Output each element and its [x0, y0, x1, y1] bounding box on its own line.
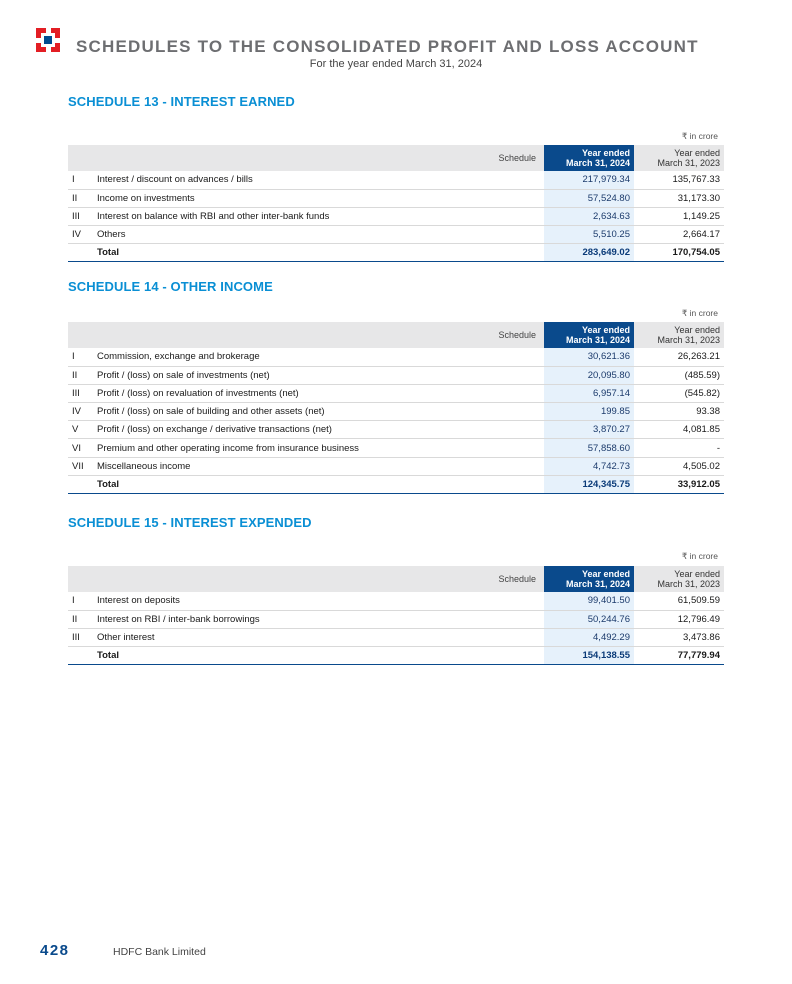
current-year-header: Year ended March 31, 2024 [544, 566, 634, 592]
table-row: I Interest / discount on advances / bills 217,979.34 135,767.33 [68, 171, 724, 189]
table-header-row [68, 145, 724, 171]
previous-year-header: Year ended March 31, 2023 [634, 145, 724, 171]
table-row: I Commission, exchange and brokerage 30,621.36 26,263.21 [68, 348, 724, 366]
schedule-13-unit: ₹ in crore [681, 131, 718, 141]
hdfc-logo-icon [36, 28, 60, 52]
total-row: Total 154,138.55 77,779.94 [68, 647, 724, 665]
schedule-14-title: SCHEDULE 14 - OTHER INCOME [68, 279, 273, 294]
page-number: 428 [40, 942, 70, 959]
table-row: I Interest on deposits 99,401.50 61,509.59 [68, 592, 724, 610]
table-row: VII Miscellaneous income 4,742.73 4,505.02 [68, 457, 724, 475]
current-year-header: Year ended March 31, 2024 [544, 322, 634, 348]
table-row: II Profit / (loss) on sale of investments (net) 20,095.80 (485.59) [68, 366, 724, 384]
schedule-13-title: SCHEDULE 13 - INTEREST EARNED [68, 94, 295, 109]
schedule-13-table [68, 145, 724, 262]
table-row: V Profit / (loss) on exchange / derivative transactions (net) 3,870.27 4,081.85 [68, 421, 724, 439]
schedule-15-title: SCHEDULE 15 - INTEREST EXPENDED [68, 515, 312, 530]
table-row: III Interest on balance with RBI and other inter-bank funds 2,634.63 1,149.25 [68, 207, 724, 225]
total-row: Total 124,345.75 33,912.05 [68, 475, 724, 493]
table-row: IV Profit / (loss) on sale of building and other assets (net) 199.85 93.38 [68, 403, 724, 421]
schedule-column-header: Schedule [93, 322, 544, 348]
total-row: Total 283,649.02 170,754.05 [68, 244, 724, 262]
schedule-column-header: Schedule [93, 566, 544, 592]
table-header-row [68, 566, 724, 592]
table-row: IV Others 5,510.25 2,664.17 [68, 226, 724, 244]
schedule-15-unit: ₹ in crore [681, 551, 718, 561]
table-header-row [68, 322, 724, 348]
table-row: II Income on investments 57,524.80 31,173.30 [68, 189, 724, 207]
page-subtitle: For the year ended March 31, 2024 [309, 58, 483, 70]
previous-year-header: Year ended March 31, 2023 [634, 566, 724, 592]
schedule-14-table [68, 322, 724, 494]
schedule-column-header: Schedule [93, 145, 544, 171]
company-name: HDFC Bank Limited [113, 946, 206, 958]
table-row: VI Premium and other operating income from insurance business 57,858.60 - [68, 439, 724, 457]
page-title: SCHEDULES TO THE CONSOLIDATED PROFIT AND LOSS ACCOUNT [76, 37, 699, 56]
current-year-header: Year ended March 31, 2024 [544, 145, 634, 171]
previous-year-header: Year ended March 31, 2023 [634, 322, 724, 348]
table-row: III Profit / (loss) on revaluation of investments (net) 6,957.14 (545.82) [68, 384, 724, 402]
table-row: II Interest on RBI / inter-bank borrowings 50,244.76 12,796.49 [68, 610, 724, 628]
table-row: III Other interest 4,492.29 3,473.86 [68, 628, 724, 646]
schedule-15-table [68, 566, 724, 665]
schedule-14-unit: ₹ in crore [681, 308, 718, 318]
